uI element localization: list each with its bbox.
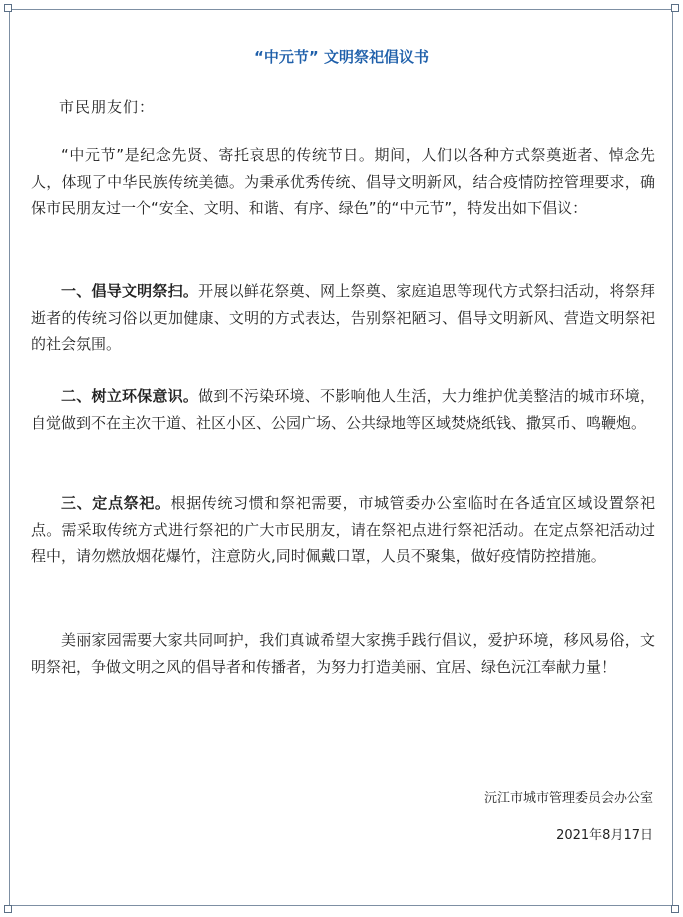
greeting: 市民朋友们： (59, 98, 156, 116)
item-paragraph-2 (31, 383, 655, 436)
item-heading-1: 一、倡导文明祭扫。 (61, 282, 199, 300)
item-paragraph-3 (31, 490, 655, 570)
item-heading-3: 三、定点祭祀。 (61, 494, 171, 512)
intro-paragraph: “中元节”是纪念先贤、寄托哀思的传统节日。期间，人们以各种方式祭奠逝者、悼念先人，体现了中华民族传统美德。为秉承优秀传统、倡导文明新风，结合疫情防控管理要求，确保市民朋友过一个“安全、文明、和谐、有序、绿色”的“中元节”，特发出如下倡议： (31, 146, 655, 217)
item-text-3: 根据传统习惯和祭祀需要，市城管委办公室临时在各适宜区域设置祭祀点。需采取传统方式进行祭祀的广大市民朋友，请在祭祀点进行祭祀活动。在定点祭祀活动过程中，请勿燃放烟花爆竹，注意防火,同时佩戴口罩，人员不聚集，做好疫情防控措施。 (31, 494, 655, 565)
signature-date: 2021年8月17日 (556, 828, 653, 843)
document-title: “中元节” 文明祭祀倡议书 (254, 48, 429, 66)
item-text-2: 做到不污染环境、不影响他人生活，大力维护优美整洁的城市环境，自觉做到不在主次干道、社区小区、公园广场、公共绿地等区域焚烧纸钱、撒冥币、鸣鞭炮。 (31, 387, 655, 432)
item-paragraph-1 (31, 278, 655, 358)
corner-ornament-bottom-left (4, 905, 12, 913)
closing-paragraph: 美丽家园需要大家共同呵护，我们真诚希望大家携手践行倡议，爱护环境，移风易俗，文明祭祀，争做文明之风的倡导者和传播者，为努力打造美丽、宜居、绿色沅江奉献力量！ (31, 631, 655, 676)
corner-ornament-bottom-right (671, 905, 679, 913)
corner-ornament-top-left (4, 4, 12, 12)
item-text-1: 开展以鲜花祭奠、网上祭奠、家庭追思等现代方式祭扫活动，将祭拜逝者的传统习俗以更加健康、文明的方式表达，告别祭祀陋习、倡导文明新风、营造文明祭祀的社会氛围。 (31, 282, 655, 353)
item-heading-2: 二、树立环保意识。 (61, 387, 199, 405)
signature-organization: 沅江市城市管理委员会办公室 (483, 791, 653, 806)
corner-ornament-top-right (671, 4, 679, 12)
